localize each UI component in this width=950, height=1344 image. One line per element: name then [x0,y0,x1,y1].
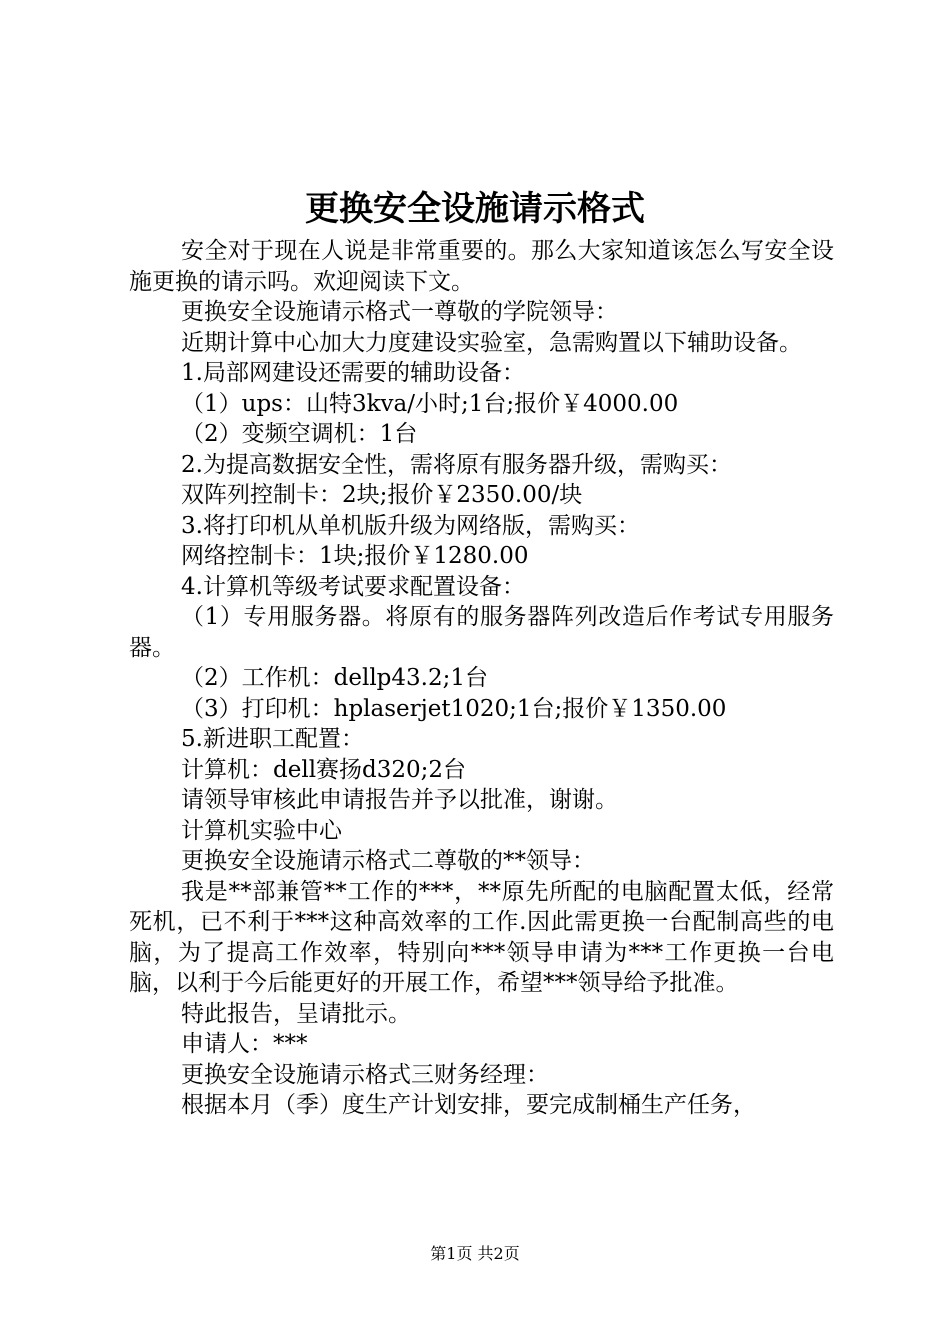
paragraph-20: 我是**部兼管**工作的***，**原先所配的电脑配置太低，经常死机，已不利于***这种高效率的工作.因此需更换一台配制高些的电脑，为了提高工作效率，特别向***领导申请为***工作更换一台电脑，以利于今后能更好的开展工作，希望***领导给予批准。 [129,878,834,996]
paragraph-12: （1）专用服务器。将原有的服务器阵列改造后作考试专用服务器。 [129,604,834,661]
paragraph-11: 4.计算机等级考试要求配置设备： [181,573,525,600]
page-footer: 第1页 共2页 [430,1244,520,1263]
paragraph-22: 申请人：*** [181,1031,308,1057]
document-title: 更换安全设施请示格式 [305,189,645,229]
paragraph-24: 根据本月（季）度生产计划安排，要完成制桶生产任务， [181,1092,756,1118]
paragraph-7: 2.为提高数据安全性，需将原有服务器升级，需购买： [181,451,732,478]
paragraph-2: 更换安全设施请示格式一尊敬的学院领导： [181,299,618,325]
paragraph-1: 安全对于现在人说是非常重要的。那么大家知道该怎么写安全设施更换的请示吗。欢迎阅读下文。 [129,238,834,295]
paragraph-17: 请领导审核此申请报告并予以批准，谢谢。 [181,787,618,813]
paragraph-4: 1.局部网建设还需要的辅助设备： [181,360,525,386]
paragraph-5: （1）ups：山特3kva/小时;1台;报价￥4000.00 [181,390,679,417]
paragraph-3: 近期计算中心加大力度建设实验室，急需购置以下辅助设备。 [181,329,802,356]
paragraph-13: （2）工作机：dellp43.2;1台 [181,665,488,691]
paragraph-8: 双阵列控制卡：2块;报价￥2350.00/块 [181,482,583,508]
paragraph-10: 网络控制卡：1块;报价￥1280.00 [181,543,529,569]
paragraph-9: 3.将打印机从单机版升级为网络版，需购买： [181,512,640,539]
paragraph-14: （3）打印机：hplaserjet1020;1台;报价￥1350.00 [181,695,727,722]
paragraph-19: 更换安全设施请示格式二尊敬的**领导： [181,848,595,874]
paragraph-21: 特此报告，呈请批示。 [181,1000,411,1027]
document-body [129,236,834,1121]
paragraph-16: 计算机：dell赛扬d320;2台 [181,756,467,783]
paragraph-18: 计算机实验中心 [181,817,342,844]
paragraph-23: 更换安全设施请示格式三财务经理： [181,1061,549,1088]
paragraph-6: （2）变频空调机：1台 [181,421,418,447]
paragraph-15: 5.新进职工配置： [181,726,364,752]
